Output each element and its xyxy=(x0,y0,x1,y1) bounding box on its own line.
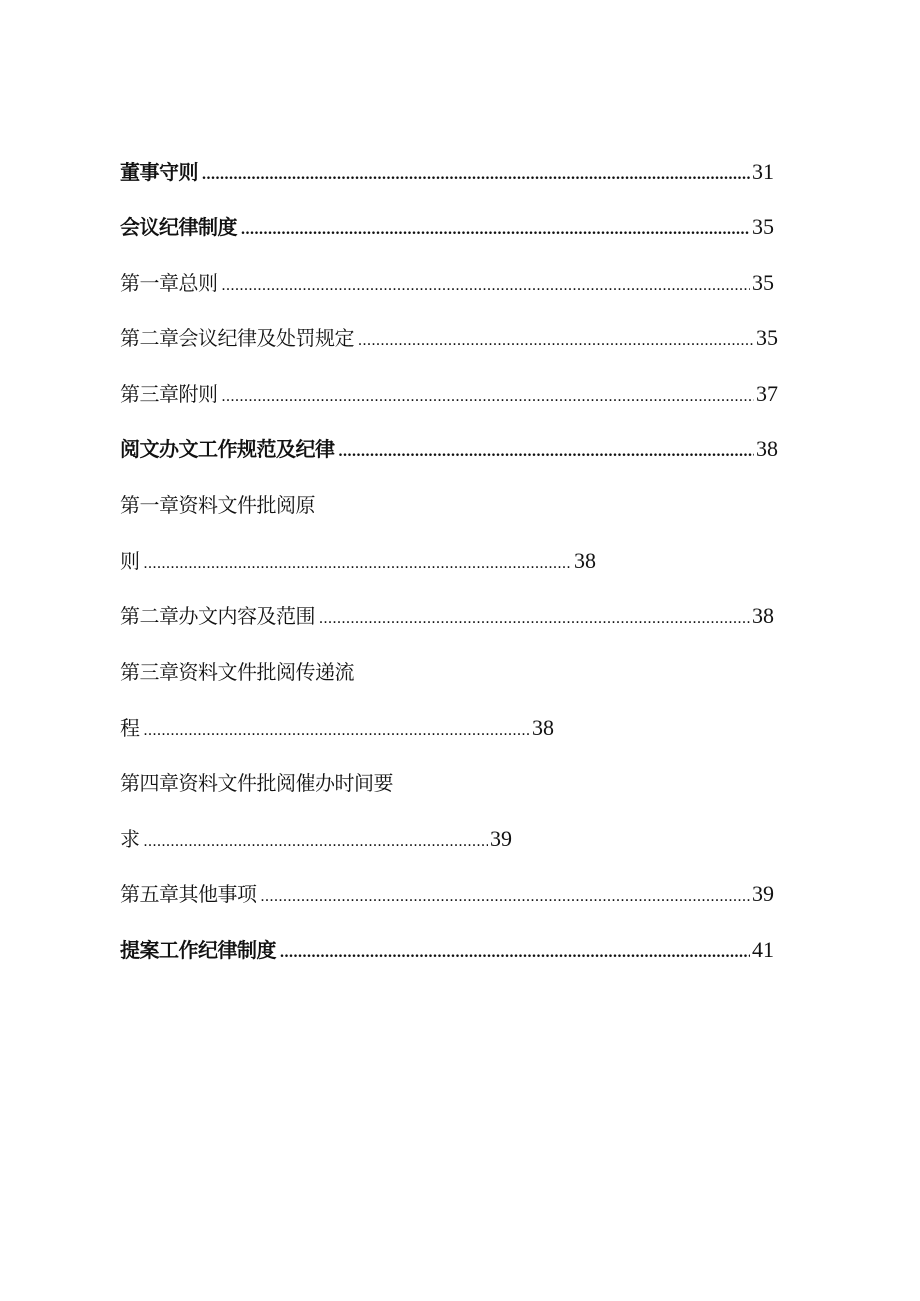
leader-dots xyxy=(339,441,755,463)
leader-dots xyxy=(222,275,751,297)
toc-page-number: 39 xyxy=(752,881,774,906)
leader-dots xyxy=(280,942,750,964)
toc-entry-title: 第三章附则 xyxy=(120,382,218,406)
toc-entry[interactable] xyxy=(120,714,554,742)
toc-page-number: 35 xyxy=(756,325,778,350)
toc-page-number: 39 xyxy=(490,826,512,851)
toc-entry-title: 董事守则 xyxy=(120,160,198,184)
toc-entry-title-line1[interactable]: 第四章资料文件批阅催办时间要 xyxy=(120,771,393,795)
toc-entry-title-line1[interactable]: 第三章资料文件批阅传递流 xyxy=(120,660,354,684)
toc-entry[interactable] xyxy=(120,602,774,630)
toc-entry[interactable] xyxy=(120,435,778,463)
toc-page-number: 31 xyxy=(752,159,774,184)
toc-entry[interactable] xyxy=(120,825,512,853)
leader-dots xyxy=(144,720,531,742)
toc-entry[interactable] xyxy=(120,158,774,186)
toc-entry-title-line2: 程 xyxy=(120,716,140,740)
toc-entry-title-line1[interactable]: 第一章资料文件批阅原 xyxy=(120,493,315,517)
toc-page-number: 41 xyxy=(752,937,774,962)
leader-dots xyxy=(319,608,750,630)
toc-entry[interactable] xyxy=(120,880,774,908)
toc-entry[interactable] xyxy=(120,547,596,575)
toc-entry-title: 提案工作纪律制度 xyxy=(120,938,276,962)
toc-entry-title: 第一章总则 xyxy=(120,271,218,295)
toc-entry[interactable] xyxy=(120,213,774,241)
toc-page-number: 38 xyxy=(532,715,554,740)
toc-entry[interactable] xyxy=(120,380,778,408)
toc-entry[interactable] xyxy=(120,936,774,964)
toc-page-number: 35 xyxy=(752,270,774,295)
toc-entry-title-line2: 求 xyxy=(120,827,140,851)
toc-entry-title: 第二章办文内容及范围 xyxy=(120,604,315,628)
toc-entry-title: 第五章其他事项 xyxy=(120,882,257,906)
toc-entry[interactable] xyxy=(120,269,774,297)
leader-dots xyxy=(261,886,751,908)
toc-page-number: 38 xyxy=(756,436,778,461)
toc-entry-title: 阅文办文工作规范及纪律 xyxy=(120,437,335,461)
toc-entry[interactable] xyxy=(120,324,778,352)
leader-dots xyxy=(202,164,750,186)
toc-page-number: 38 xyxy=(574,548,596,573)
leader-dots xyxy=(144,553,573,575)
toc-entry-title: 第二章会议纪律及处罚规定 xyxy=(120,326,354,350)
leader-dots xyxy=(222,386,755,408)
toc-entry-title-line2: 则 xyxy=(120,549,140,573)
leader-dots xyxy=(241,219,750,241)
toc-entry-title: 会议纪律制度 xyxy=(120,215,237,239)
toc-page-number: 35 xyxy=(752,214,774,239)
leader-dots xyxy=(358,330,754,352)
toc-page-number: 37 xyxy=(756,381,778,406)
toc-page-number: 38 xyxy=(752,603,774,628)
leader-dots xyxy=(144,831,489,853)
